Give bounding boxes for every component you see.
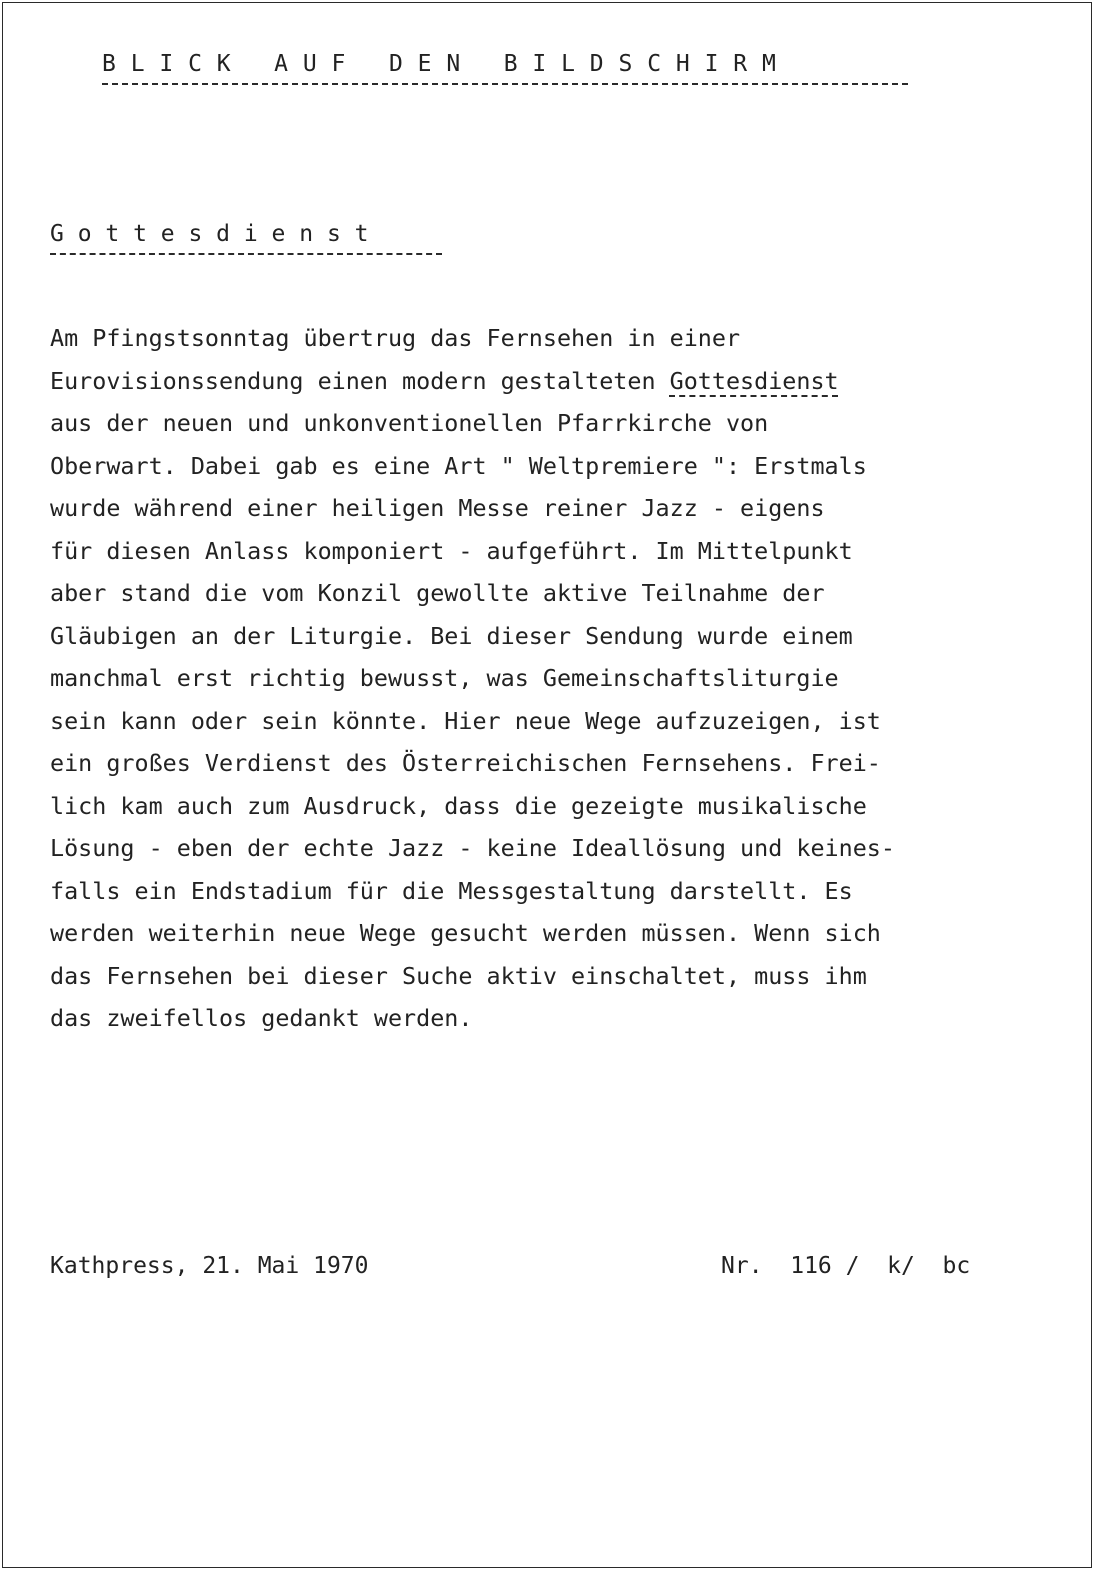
document-page	[2, 2, 1092, 1568]
body-line-7: aber stand die vom Konzil gewollte aktive Teilnahme der	[50, 579, 825, 607]
body-line-15: werden weiterhin neue Wege gesucht werden müssen. Wenn sich	[50, 919, 881, 947]
column-heading: B L I C K A U F D E N B I L D S C H I R M	[102, 51, 777, 77]
article-body	[50, 317, 1090, 1040]
heading-underline	[102, 83, 908, 85]
body-line-2	[50, 360, 1090, 403]
body-line-14: falls ein Endstadium für die Messgestaltung darstellt. Es	[50, 876, 853, 905]
body-line-16: das Fernsehen bei dieser Suche aktiv einschaltet, muss ihm	[50, 961, 867, 990]
body-line-17: das zweifellos gedankt werden.	[50, 1004, 473, 1032]
title-underline	[50, 253, 442, 255]
underlined-word: Gottesdienst	[669, 366, 839, 395]
article-title: G o t t e s d i e n s t	[50, 221, 369, 247]
source-dateline: Kathpress, 21. Mai 1970	[50, 1253, 369, 1279]
body-line-9: manchmal erst richtig bewusst, was Gemeinschaftsliturgie	[50, 664, 839, 692]
body-line-11: ein großes Verdienst des Österreichischen Fernsehens. Frei-	[50, 749, 881, 777]
body-line-8: Gläubigen an der Liturgie. Bei dieser Sendung wurde einem	[50, 621, 853, 650]
body-line-6: für diesen Anlass komponiert - aufgeführt. Im Mittelpunkt	[50, 536, 853, 565]
body-line-12: lich kam auch zum Ausdruck, dass die gezeigte musikalische	[50, 791, 867, 820]
reference-number: Nr. 116 / k/ bc	[721, 1253, 971, 1279]
body-line-13: Lösung - eben der echte Jazz - keine Ideallösung und keines-	[50, 834, 895, 862]
body-line-2-text: Eurovisionssendung einen modern gestalteten	[50, 366, 670, 395]
body-line-3: aus der neuen und unkonventionellen Pfarrkirche von	[50, 409, 769, 437]
body-line-5: wurde während einer heiligen Messe reiner Jazz - eigens	[50, 494, 825, 522]
body-line-4: Oberwart. Dabei gab es eine Art " Weltpremiere ": Erstmals	[50, 451, 867, 480]
body-line-10: sein kann oder sein könnte. Hier neue Wege aufzuzeigen, ist	[50, 706, 881, 735]
body-line-1: Am Pfingstsonntag übertrug das Fernsehen in einer	[50, 324, 741, 352]
